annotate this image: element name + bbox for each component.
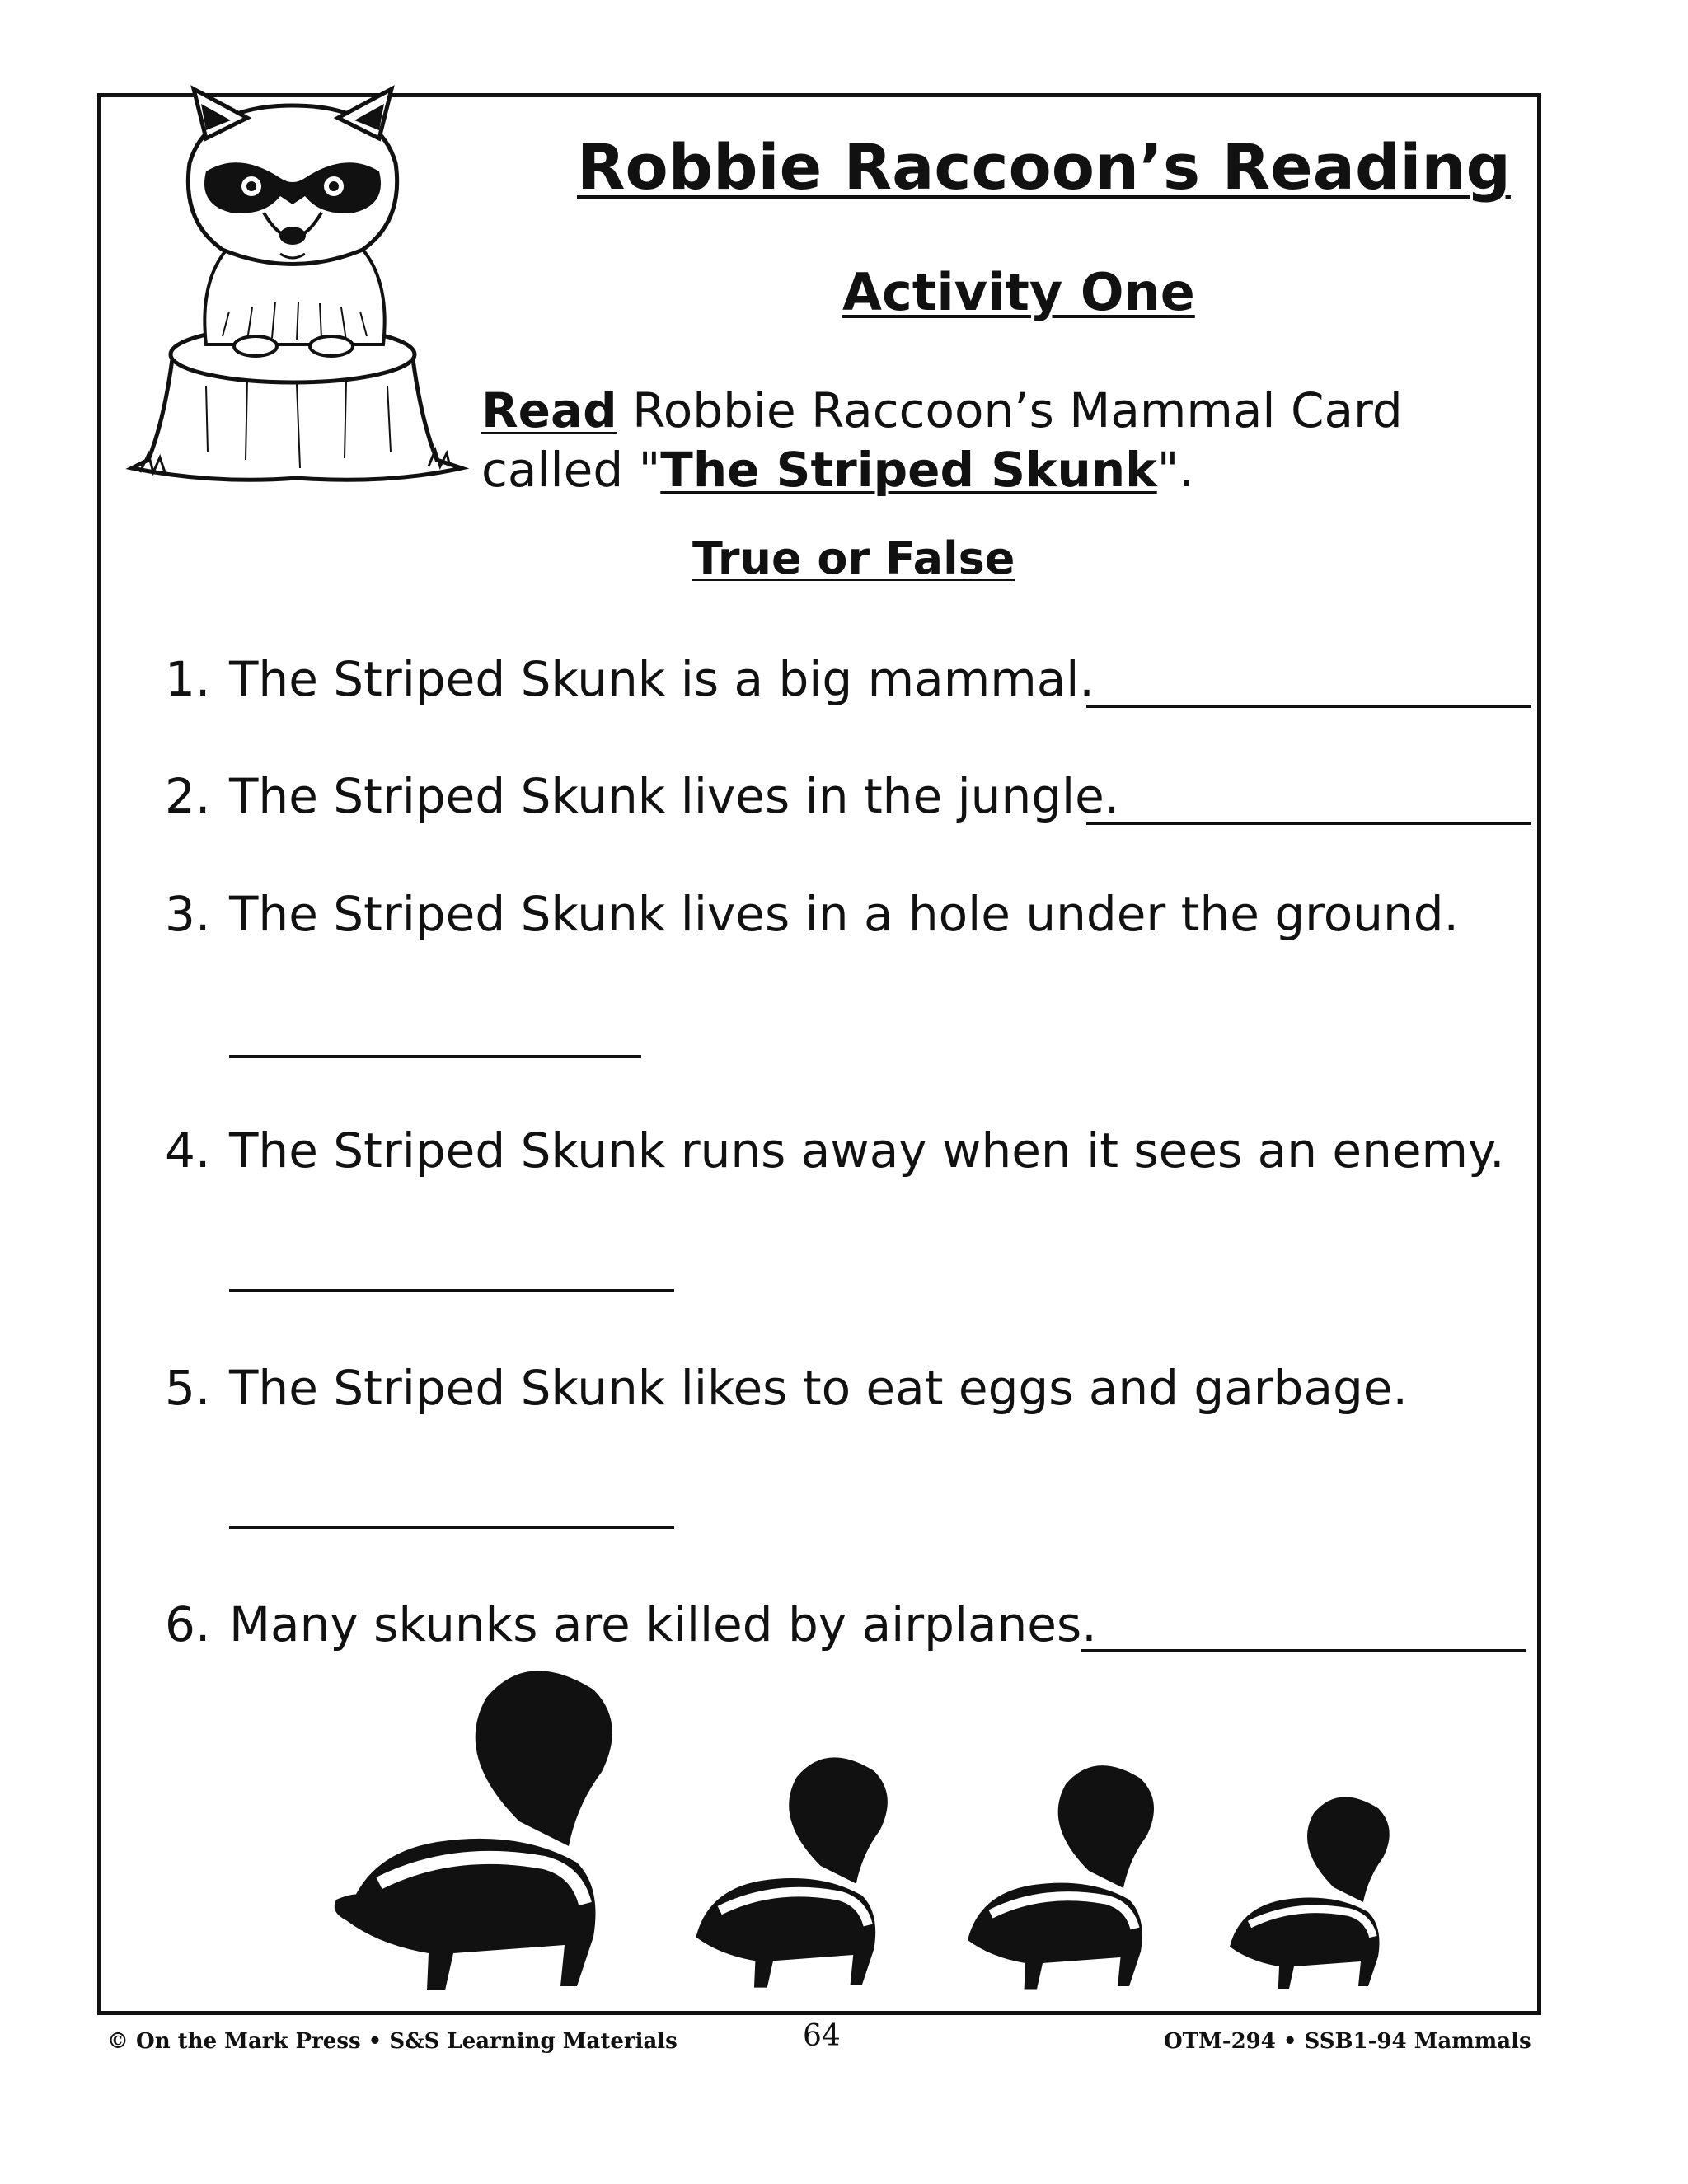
instructions [481, 381, 1487, 499]
question-number: 5. [165, 1360, 211, 1416]
question-1 [165, 651, 1095, 707]
activity-heading: Activity One [842, 262, 1195, 322]
page-title: Robbie Raccoon’s Reading [577, 130, 1511, 204]
question-4 [165, 1122, 1505, 1179]
question-text: Many skunks are killed by airplanes. [229, 1596, 1097, 1652]
answer-line-4[interactable] [229, 1289, 674, 1292]
question-text: The Striped Skunk lives in a hole under the ground. [229, 886, 1459, 942]
question-text: The Striped Skunk is a big mammal. [229, 651, 1095, 707]
question-text: The Striped Skunk lives in the jungle. [229, 768, 1120, 824]
instruction-line1: Robbie Raccoon’s Mammal Card [617, 382, 1403, 438]
question-6 [165, 1596, 1097, 1652]
footer-publisher: © On the Mark Press • S&S Learning Materials [107, 2029, 678, 2054]
skunk-small-1 [968, 1765, 1154, 1989]
answer-line-3[interactable] [229, 1055, 641, 1058]
instruction-line2-end: ". [1156, 442, 1194, 498]
skunk-large [335, 1671, 612, 1990]
question-text: The Striped Skunk likes to eat eggs and garbage. [229, 1360, 1408, 1416]
skunk-medium [696, 1757, 887, 1987]
question-5 [165, 1360, 1408, 1416]
skunk-small-2 [1230, 1797, 1390, 1989]
footer-product-code: OTM-294 • SSB1-94 Mammals [1164, 2029, 1531, 2054]
question-2 [165, 768, 1119, 824]
section-heading: True or False [692, 532, 1015, 584]
answer-line-1[interactable] [1086, 705, 1531, 708]
skunks-illustration [330, 1657, 1484, 2019]
answer-line-6[interactable] [1081, 1649, 1526, 1652]
question-number: 4. [165, 1122, 211, 1179]
answer-line-2[interactable] [1086, 822, 1531, 825]
question-number: 1. [165, 651, 211, 707]
raccoon-illustration [115, 73, 478, 501]
card-title: The Striped Skunk [660, 442, 1157, 498]
question-text: The Striped Skunk runs away when it sees an enemy. [229, 1122, 1505, 1179]
instruction-line2-start: called " [481, 442, 661, 498]
read-keyword: Read [481, 382, 617, 438]
page-number: 64 [803, 2019, 841, 2053]
question-number: 6. [165, 1596, 211, 1652]
question-3 [165, 886, 1459, 942]
question-number: 3. [165, 886, 211, 942]
answer-line-5[interactable] [229, 1526, 674, 1529]
question-number: 2. [165, 768, 211, 824]
